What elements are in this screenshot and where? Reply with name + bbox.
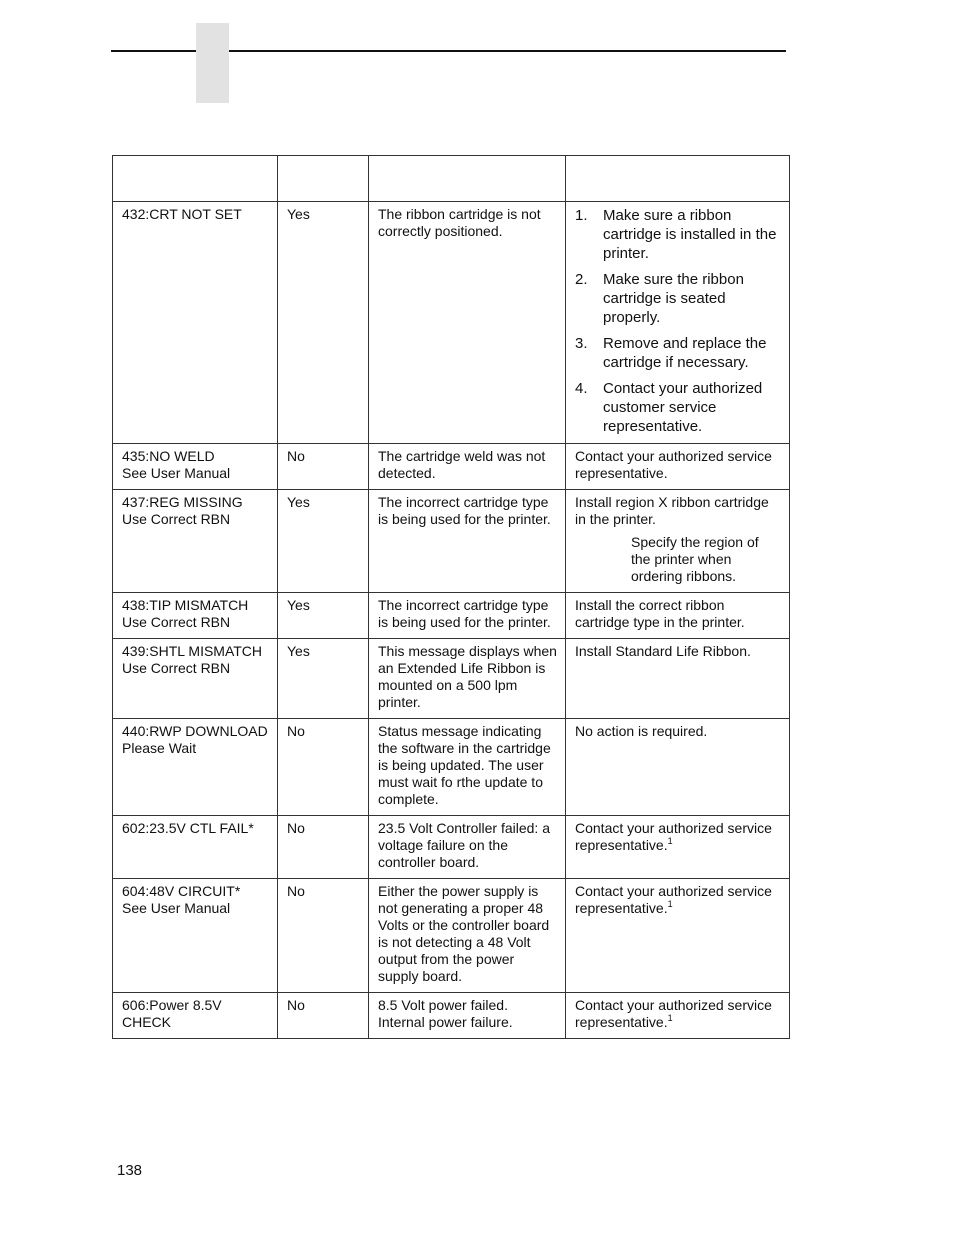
message-cell bbox=[113, 719, 278, 816]
table-row bbox=[113, 202, 790, 444]
error-message-table bbox=[112, 155, 790, 1039]
reset-cell: No bbox=[278, 816, 369, 879]
message-subtext: CHECK bbox=[122, 1014, 172, 1030]
chapter-tab bbox=[196, 23, 229, 103]
message-text: 439:SHTL MISMATCH bbox=[122, 643, 263, 659]
reset-cell: Yes bbox=[278, 593, 369, 639]
table-row bbox=[113, 639, 790, 719]
action-note: Specify the region of the printer when ordering ribbons. bbox=[631, 534, 759, 584]
message-subtext: See User Manual bbox=[122, 465, 231, 481]
page-number: 138 bbox=[117, 1162, 143, 1179]
explanation-cell: 23.5 Volt Controller failed: a voltage failure on the controller board. bbox=[369, 816, 566, 879]
table-row bbox=[113, 444, 790, 490]
action-cell: Install the correct ribbon cartridge type in the printer. bbox=[566, 593, 790, 639]
table-row bbox=[113, 816, 790, 879]
action-cell bbox=[566, 879, 790, 993]
message-cell bbox=[113, 879, 278, 993]
reset-cell: No bbox=[278, 879, 369, 993]
message-text: 438:TIP MISMATCH bbox=[122, 597, 249, 613]
table-row bbox=[113, 490, 790, 593]
table-header-row bbox=[113, 156, 790, 202]
action-step: 3. Remove and replace the cartridge if necessary. bbox=[575, 335, 767, 371]
message-text: 435:NO WELD bbox=[122, 448, 215, 464]
explanation-cell: 8.5 Volt power failed. Internal power failure. bbox=[369, 993, 566, 1039]
message-text: 432:CRT NOT SET bbox=[122, 206, 242, 222]
explanation-cell: The incorrect cartridge type is being used for the printer. bbox=[369, 490, 566, 593]
explanation-cell: The cartridge weld was not detected. bbox=[369, 444, 566, 490]
message-cell bbox=[113, 202, 278, 444]
action-step: 4. Contact your authorized customer service representative. bbox=[575, 380, 763, 435]
reset-cell: No bbox=[278, 993, 369, 1039]
message-cell bbox=[113, 490, 278, 593]
action-cell bbox=[566, 202, 790, 444]
message-cell bbox=[113, 593, 278, 639]
reset-cell: Yes bbox=[278, 639, 369, 719]
message-text: 437:REG MISSING bbox=[122, 494, 243, 510]
action-text: Contact your authorized service representative. bbox=[575, 820, 772, 853]
explanation-cell: Either the power supply is not generating a proper 48 Volts or the controller board is not detecting a 48 Volt output from the power supply board. bbox=[369, 879, 566, 993]
header-cell-reset bbox=[278, 156, 369, 202]
message-cell bbox=[113, 444, 278, 490]
reset-cell: No bbox=[278, 444, 369, 490]
action-cell bbox=[566, 490, 790, 593]
message-subtext: Use Correct RBN bbox=[122, 614, 231, 630]
message-text: 606:Power 8.5V bbox=[122, 997, 222, 1013]
message-cell bbox=[113, 993, 278, 1039]
message-text: 440:RWP DOWNLOAD bbox=[122, 723, 268, 739]
reset-cell: Yes bbox=[278, 490, 369, 593]
message-cell bbox=[113, 816, 278, 879]
message-text: 604:48V CIRCUIT* bbox=[122, 883, 241, 899]
action-cell: No action is required. bbox=[566, 719, 790, 816]
footnote-marker: 1 bbox=[667, 899, 673, 909]
message-subtext: Use Correct RBN bbox=[122, 511, 231, 527]
action-text: Install region X ribbon cartridge in the printer. bbox=[575, 494, 769, 527]
action-text: Contact your authorized service representative. bbox=[575, 997, 772, 1030]
explanation-cell: This message displays when an Extended Life Ribbon is mounted on a 500 lpm printer. bbox=[369, 639, 566, 719]
header-cell-message bbox=[113, 156, 278, 202]
footnote-marker: 1 bbox=[667, 1013, 673, 1023]
explanation-cell: Status message indicating the software in the cartridge is being updated. The user must wait fo rthe update to complete. bbox=[369, 719, 566, 816]
explanation-cell: The ribbon cartridge is not correctly positioned. bbox=[369, 202, 566, 444]
reset-cell: Yes bbox=[278, 202, 369, 444]
footnote-marker: 1 bbox=[667, 836, 673, 846]
message-subtext: Use Correct RBN bbox=[122, 660, 231, 676]
action-steps-list bbox=[575, 206, 781, 436]
table-row bbox=[113, 719, 790, 816]
table-row bbox=[113, 879, 790, 993]
table-row bbox=[113, 593, 790, 639]
action-cell bbox=[566, 816, 790, 879]
action-cell: Install Standard Life Ribbon. bbox=[566, 639, 790, 719]
table-row bbox=[113, 993, 790, 1039]
action-step: 1. Make sure a ribbon cartridge is installed in the printer. bbox=[575, 207, 777, 262]
message-subtext: Please Wait bbox=[122, 740, 197, 756]
reset-cell: No bbox=[278, 719, 369, 816]
header-cell-explanation bbox=[369, 156, 566, 202]
action-step: 2. Make sure the ribbon cartridge is seated properly. bbox=[575, 271, 744, 326]
message-subtext: See User Manual bbox=[122, 900, 231, 916]
explanation-cell: The incorrect cartridge type is being used for the printer. bbox=[369, 593, 566, 639]
action-cell: Contact your authorized service representative. bbox=[566, 444, 790, 490]
action-cell bbox=[566, 993, 790, 1039]
action-text: Contact your authorized service representative. bbox=[575, 883, 772, 916]
header-cell-action bbox=[566, 156, 790, 202]
message-text: 602:23.5V CTL FAIL* bbox=[122, 820, 254, 836]
message-cell bbox=[113, 639, 278, 719]
